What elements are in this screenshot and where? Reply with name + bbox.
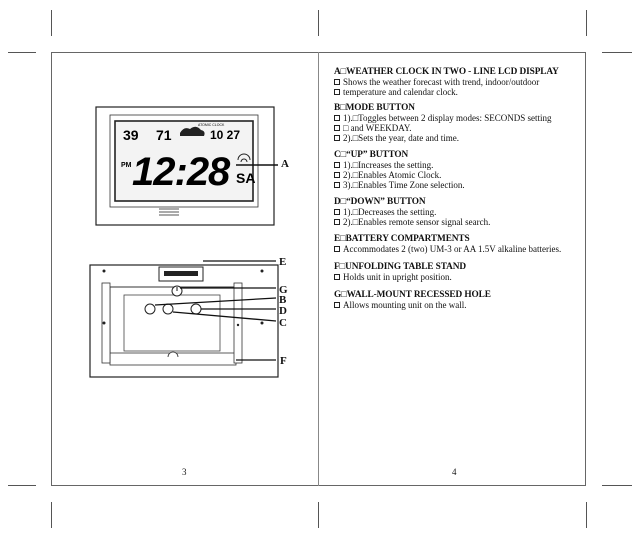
section-title-e: E□BATTERY COMPARTMENTS — [334, 234, 470, 244]
section-line: Holds unit in upright position. — [343, 272, 452, 282]
callout-g: G — [279, 284, 288, 296]
section-title-d: D□“DOWN” BUTTON — [334, 197, 426, 207]
section-line: 1).□Decreases the setting. — [343, 207, 437, 217]
section-title-a: A□WEATHER CLOCK IN TWO - LINE LCD DISPLAY — [334, 67, 559, 77]
section-line: 1).□Increases the setting. — [343, 160, 434, 170]
section-line: 3).□Enables Time Zone selection. — [343, 180, 465, 190]
lcd-outdoor-temp: 71 — [156, 127, 172, 143]
section-line: 2).□Enables remote sensor signal search. — [343, 217, 491, 227]
section-title-f: F□UNFOLDING TABLE STAND — [334, 262, 466, 272]
section-line: Accommodates 2 (two) UM-3 or AA 1.5V alkaline batteries. — [343, 244, 562, 254]
clock-illustrations — [60, 95, 310, 385]
callout-b: B — [279, 294, 287, 306]
callout-c: C — [279, 317, 287, 329]
section-title-b: B□MODE BUTTON — [334, 103, 415, 113]
section-line: temperature and calendar clock. — [343, 87, 458, 97]
callout-e: E — [279, 256, 287, 268]
callout-d: D — [279, 305, 287, 317]
crop-mark — [602, 485, 632, 486]
section-line: Shows the weather forecast with trend, indoor/outdoor — [343, 77, 540, 87]
section-line: 2).□Enables Atomic Clock. — [343, 170, 442, 180]
crop-mark — [318, 10, 319, 36]
page-number-left: 3 — [182, 467, 187, 477]
clock-back-view — [90, 261, 278, 377]
page-divider — [318, 52, 319, 486]
lcd-date: 10 27 — [210, 128, 241, 142]
crop-mark — [51, 502, 52, 528]
crop-mark — [8, 485, 36, 486]
callout-f: F — [280, 355, 287, 367]
crop-mark — [51, 10, 52, 36]
section-title-c: C□“UP” BUTTON — [334, 150, 409, 160]
crop-mark — [586, 502, 587, 528]
section-line: Allows mounting unit on the wall. — [343, 300, 467, 310]
lcd-brand: ATOMIC CLOCK — [198, 123, 225, 127]
crop-mark — [8, 52, 36, 53]
crop-mark — [318, 502, 319, 528]
clock-front-view — [96, 107, 278, 225]
callout-a: A — [281, 158, 289, 170]
section-title-g: G□WALL-MOUNT RECESSED HOLE — [334, 290, 491, 300]
lcd-indoor-temp: 39 — [123, 127, 139, 143]
crop-mark — [586, 10, 587, 36]
lcd-time: 12:28 — [132, 150, 230, 194]
crop-mark — [602, 52, 632, 53]
page-number-right: 4 — [452, 467, 457, 477]
section-line: □ and WEEKDAY. — [343, 123, 412, 133]
lcd-pm: PM — [121, 162, 132, 169]
lcd-weekday: SA — [236, 170, 256, 186]
section-line: 1).□Toggles between 2 display modes: SECONDS setting — [343, 113, 552, 123]
section-line: 2).□Sets the year, date and time. — [343, 133, 460, 143]
